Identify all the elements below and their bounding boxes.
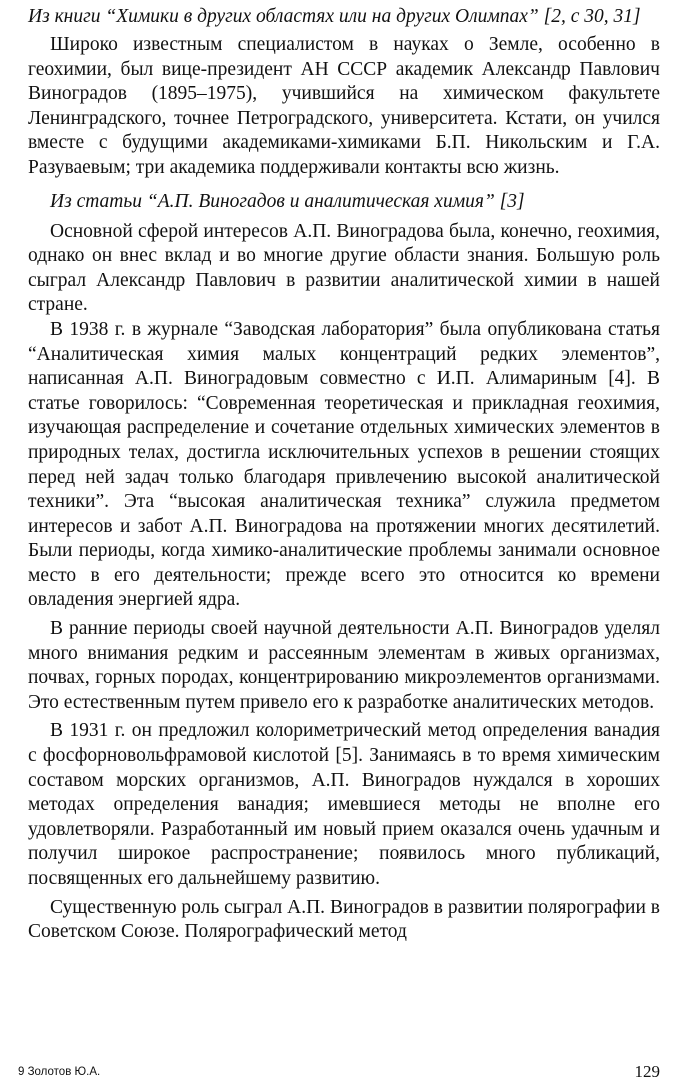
paragraph-1938-article: В 1938 г. в журнале “Заводская лаборатория” была опубликована статья “Аналитическая химия малых концентраций редких элементов”, написанная А.П. Виноградовым совместно с И.П. Алимариным [4]. В статье говорилось: “Современная теоретическая и прикладная геохимия, изучающая распределение и сочетание отдельных химических элементов в природных телах, достигла исключительных успехов в решении стоящих перед ней задач только благодаря привлечению высокой аналитической техники”. Эта “высокая аналитическая техника” служила предметом интересов и забот А.П. Виноградова на протяжении многих десятилетий. Были периоды, когда химико-аналитические проблемы занимали основное место в его деятельности; прежде всего это относится ко времени овладения энергией ядра.: [28, 318, 660, 611]
paragraph-early-periods: В ранние периоды своей научной деятельности А.П. Виноградов уделял много внимания редким и рассеянным элементам в живых организмах, почвах, горных породах, концентрированию микроэлементов организмами. Это естественным путем привело его к разработке аналитических методов.: [28, 618, 660, 713]
paragraph-vinogradov-intro: Широко известным специалистом в науках о Земле, особенно в геохимии, был вице-президент АН СССР академик Александр Павлович Виноградов (1895–1975), учившийся на химическом факультете Ленинградского, точнее Петроградского, университета. Кстати, он учился вместе с будущими академиками-химиками Б.П. Никольским и Г.А. Разуваевым; три академика поддерживали контакты всю жизнь.: [28, 34, 660, 178]
page-footer: [18, 1062, 660, 1082]
paragraph-polarography: Существенную роль сыграл А.П. Виноградов в развитии полярографии в Советском Союзе. Полярографический метод: [28, 896, 660, 943]
heading-book-quote: Из книги “Химики в других областях или на других Олимпах” [2, с 30, 31]: [28, 6, 641, 27]
paragraph-main-interests: Основной сферой интересов А.П. Виноградова была, конечно, геохимия, однако он внес вклад и во многие другие области знания. Большую роль сыграл Александр Павлович в развитии аналитической химии в нашей стране.: [28, 220, 660, 316]
heading-article-quote: Из статьи “А.П. Виногадов и аналитическая химия” [3]: [50, 190, 525, 212]
page-number: 129: [634, 1062, 660, 1081]
page-body: [28, 4, 660, 945]
signature-mark: 9 Золотов Ю.А.: [18, 1066, 101, 1078]
paragraph-1931-method: В 1931 г. он предложил колориметрический метод определения ванадия с фосфорновольфрамовой кислотой [5]. Занимаясь в то время химическим составом морских организмов, А.П. Виноградов нуждался в хороших методах определения ванадия; имевшиеся методы не вполне его удовлетворяли. Разработанный им новый прием оказался очень удачным и получил широкое распространение; появилось много публикаций, посвященных его дальнейшему развитию.: [28, 720, 660, 889]
